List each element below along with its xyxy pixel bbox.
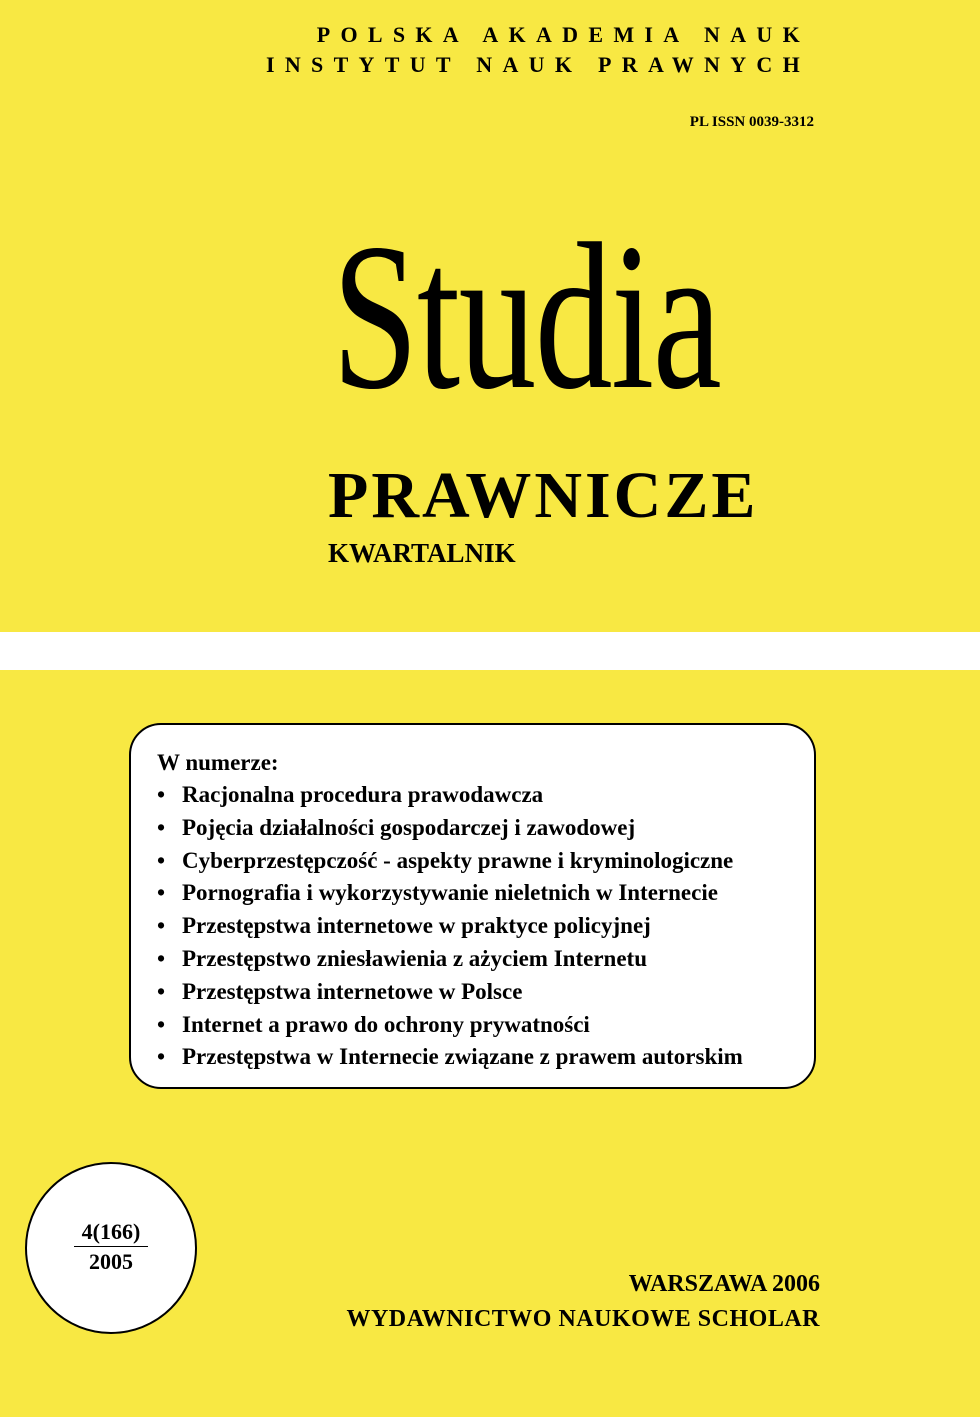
bullet-icon: • [157,978,166,1004]
contents-heading: W numerze: [157,750,279,775]
list-item [157,1041,814,1074]
academy-name: POLSKA AKADEMIA NAUK [316,22,810,47]
issn-number: PL ISSN 0039-3312 [689,114,814,130]
list-item [157,812,814,845]
article-title: Cyberprzestępczość - aspekty prawne i kryminologiczne [182,847,734,873]
white-divider-band [0,632,980,670]
bullet-icon: • [157,880,166,906]
article-title: Przestępstwa w Internecie związane z prawem autorskim [182,1044,743,1070]
bullet-icon: • [157,945,166,971]
bullet-icon: • [157,847,166,873]
contents-list [157,779,814,1074]
article-title: Internet a prawo do ochrony prywatności [182,1011,590,1037]
list-item [157,877,814,910]
contents-box [129,723,816,1089]
journal-title: Studia [332,201,721,433]
periodicity-label: KWARTALNIK [328,538,516,568]
list-item [157,779,814,812]
article-title: Przestępstwo zniesławienia z ażyciem Internetu [182,945,647,971]
article-title: Przestępstwa internetowe w praktyce policyjnej [182,913,651,939]
list-item [157,910,814,943]
list-item [157,845,814,878]
list-item [157,976,814,1009]
bullet-icon: • [157,814,166,840]
bullet-icon: • [157,913,166,939]
article-title: Pornografia i wykorzystywanie nieletnich w Internecie [182,880,718,906]
issue-number: 4(166) [74,1219,149,1247]
journal-subtitle: PRAWNICZE [328,459,759,532]
bullet-icon: • [157,782,166,807]
article-title: Pojęcia działalności gospodarczej i zawodowej [182,814,636,840]
publication-place-year: WARSZAWA 2006 [628,1271,820,1297]
publisher-name: WYDAWNICTWO NAUKOWE SCHOLAR [346,1306,820,1332]
list-item [157,1009,814,1042]
institute-name: INSTYTUT NAUK PRAWNYCH [265,52,810,77]
issue-badge [25,1162,197,1334]
issue-year: 2005 [89,1249,133,1274]
list-item [157,943,814,976]
article-title: Racjonalna procedura prawodawcza [182,782,544,807]
bullet-icon: • [157,1011,166,1037]
bullet-icon: • [157,1044,166,1070]
article-title: Przestępstwa internetowe w Polsce [182,978,523,1004]
